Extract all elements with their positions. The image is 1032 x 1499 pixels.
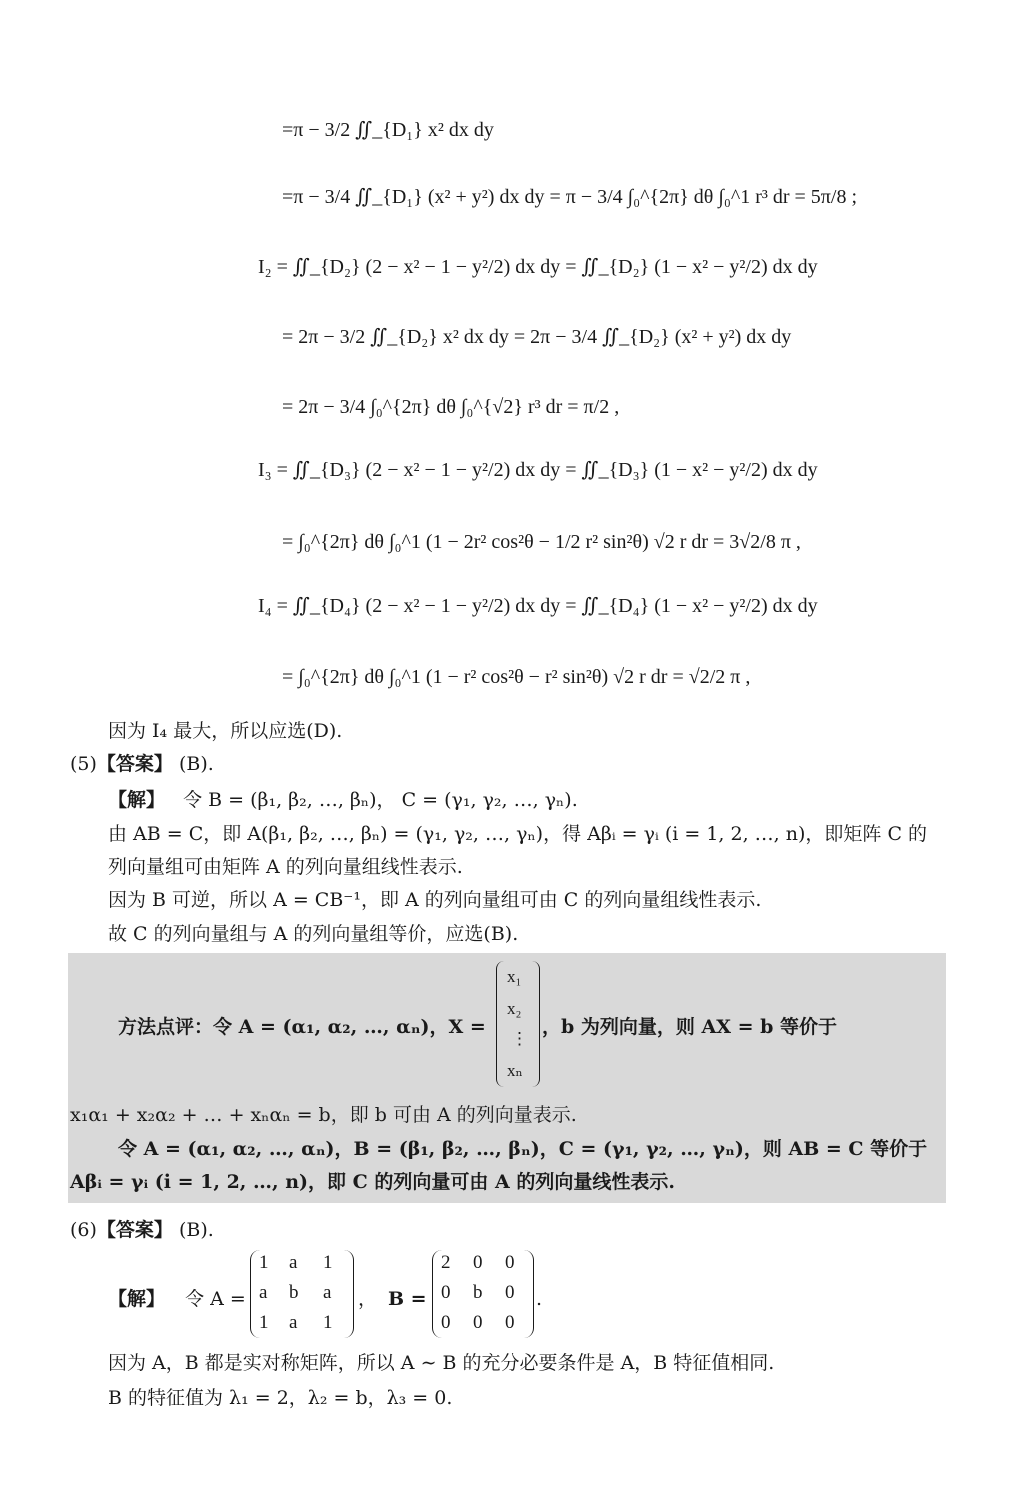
equation-line-3: I₂ = ∬_{D₂} (2 − x² − 1 − y²/2) dx dy = ∬_{D₂} (1 − x² − y²/2) dx dy <box>258 256 818 278</box>
matrix-cell: 0 <box>473 1312 483 1333</box>
method-comment-box <box>68 953 946 1203</box>
solution-6-label <box>108 1287 246 1311</box>
equation-line-2: =π − 3/4 ∬_{D₁} (x² + y²) dx dy = π − 3/4 ∫₀^{2π} dθ ∫₀^1 r³ dr = 5π/8 ; <box>282 186 858 208</box>
equation-line-1: =π − 3/2 ∬_{D₁} x² dx dy <box>282 119 494 141</box>
solution-body: 令 B = (β₁, β₂, …, βₙ)， C = (γ₁, γ₂, …, γₙ). <box>183 789 578 811</box>
answer-value: (B). <box>178 1219 214 1241</box>
matrix-row <box>441 1282 515 1304</box>
equation-line-4: = 2π − 3/2 ∬_{D₂} x² dx dy = 2π − 3/4 ∬_{D₂} (x² + y²) dx dy <box>282 326 792 348</box>
matrix-cell: 2 <box>441 1252 451 1273</box>
paragraph-line: B 的特征值为 λ₁ = 2，λ₂ = b，λ₃ = 0. <box>108 1387 453 1409</box>
matrix-cell: a <box>323 1282 332 1303</box>
vector-entry: ⋮ <box>511 1029 528 1048</box>
box-line: x₁α₁ + x₂α₂ + … + xₙαₙ = b，即 b 可由 A 的列向量表示. <box>70 1104 577 1126</box>
equation-line-9: = ∫₀^{2π} dθ ∫₀^1 (1 − r² cos²θ − r² sin²θ) √2 r dr = √2/2 π , <box>282 666 751 688</box>
equation-line-5: = 2π − 3/4 ∫₀^{2π} dθ ∫₀^{√2} r³ dr = π/2 , <box>282 396 620 418</box>
answer-label: 【答案】 <box>96 753 173 775</box>
answer-6-line <box>70 1218 214 1242</box>
matrix-cell: a <box>259 1282 268 1303</box>
paragraph-line: 因为 B 可逆，所以 A = CB⁻¹，即 A 的列向量组可由 C 的列向量组线性表示. <box>108 889 762 911</box>
equation-line-6: I₃ = ∬_{D₃} (2 − x² − 1 − y²/2) dx dy = ∬_{D₃} (1 − x² − y²/2) dx dy <box>258 459 818 481</box>
box-title: 方法点评：令 A = (α₁, α₂, …, αₙ)，X = <box>118 1016 486 1038</box>
answer-5-line <box>70 752 214 776</box>
paragraph-line: 因为 A，B 都是实对称矩阵，所以 A ∼ B 的充分必要条件是 A，B 特征值相同. <box>108 1352 775 1374</box>
answer-label: 【答案】 <box>96 1219 173 1241</box>
paragraph-line: 由 AB = C，即 A(β₁, β₂, …, βₙ) = (γ₁, γ₂, …, γₙ)，得 Aβᵢ = γᵢ (i = 1, 2, …, n)，即矩阵 C 的 <box>108 823 928 845</box>
matrix-separator: ， <box>358 1288 378 1310</box>
matrix-row <box>259 1282 331 1304</box>
equation-line-7: = ∫₀^{2π} dθ ∫₀^1 (1 − 2r² cos²θ − 1/2 r² sin²θ) √2 r dr = 3√2/8 π , <box>282 531 801 553</box>
answer-value: (B). <box>178 753 214 775</box>
matrix-cell: 1 <box>323 1312 333 1333</box>
let-a: 令 A = <box>185 1288 246 1310</box>
matrix-row <box>259 1312 333 1334</box>
matrix-end: . <box>536 1288 543 1310</box>
matrix-cell: 0 <box>441 1282 451 1303</box>
matrix-cell: 1 <box>323 1252 333 1273</box>
solution-5-line <box>108 788 578 812</box>
matrix-cell: b <box>289 1282 299 1303</box>
matrix-cell: 1 <box>259 1312 269 1333</box>
matrix-b <box>432 1250 534 1338</box>
matrix-cell: 0 <box>505 1312 515 1333</box>
matrix-cell: a <box>289 1312 298 1333</box>
paragraph-line: 故 C 的列向量组与 A 的列向量组等价，应选(B). <box>108 923 519 945</box>
box-title-continued: ，b 为列向量，则 AX = b 等价于 <box>542 1016 838 1038</box>
vector-entry: xₙ <box>507 1061 523 1080</box>
box-line: Aβᵢ = γᵢ (i = 1, 2, …, n)，即 C 的列向量可由 A 的列向量线性表示. <box>70 1171 675 1193</box>
solution-label: 【解】 <box>108 789 166 811</box>
let-b: B = <box>388 1288 427 1310</box>
matrix-a <box>250 1250 354 1338</box>
column-vector-x <box>496 961 540 1087</box>
matrix-cell: a <box>289 1252 298 1273</box>
solution-label: 【解】 <box>108 1288 166 1310</box>
question-number: (5) <box>70 753 97 775</box>
matrix-cell: b <box>473 1282 483 1303</box>
matrix-cell: 0 <box>505 1282 515 1303</box>
matrix-cell: 1 <box>259 1252 269 1273</box>
question-number: (6) <box>70 1219 97 1241</box>
matrix-row <box>441 1312 515 1334</box>
matrix-cell: 0 <box>505 1252 515 1273</box>
equation-line-8: I₄ = ∬_{D₄} (2 − x² − 1 − y²/2) dx dy = ∬_{D₄} (1 − x² − y²/2) dx dy <box>258 595 818 617</box>
matrix-cell: 0 <box>441 1312 451 1333</box>
box-line: 令 A = (α₁, α₂, …, αₙ)，B = (β₁, β₂, …, βₙ)，C = (γ₁, γ₂, …, γₙ)，则 AB = C 等价于 <box>118 1138 928 1160</box>
vector-entry: x₁ <box>507 967 522 986</box>
vector-entry: x₂ <box>507 999 522 1018</box>
matrix-cell: 0 <box>473 1252 483 1273</box>
conclusion-4: 因为 I₄ 最大，所以应选(D). <box>108 720 343 742</box>
matrix-row <box>259 1252 333 1274</box>
paragraph-line: 列向量组可由矩阵 A 的列向量组线性表示. <box>108 856 463 878</box>
matrix-row <box>441 1252 515 1274</box>
